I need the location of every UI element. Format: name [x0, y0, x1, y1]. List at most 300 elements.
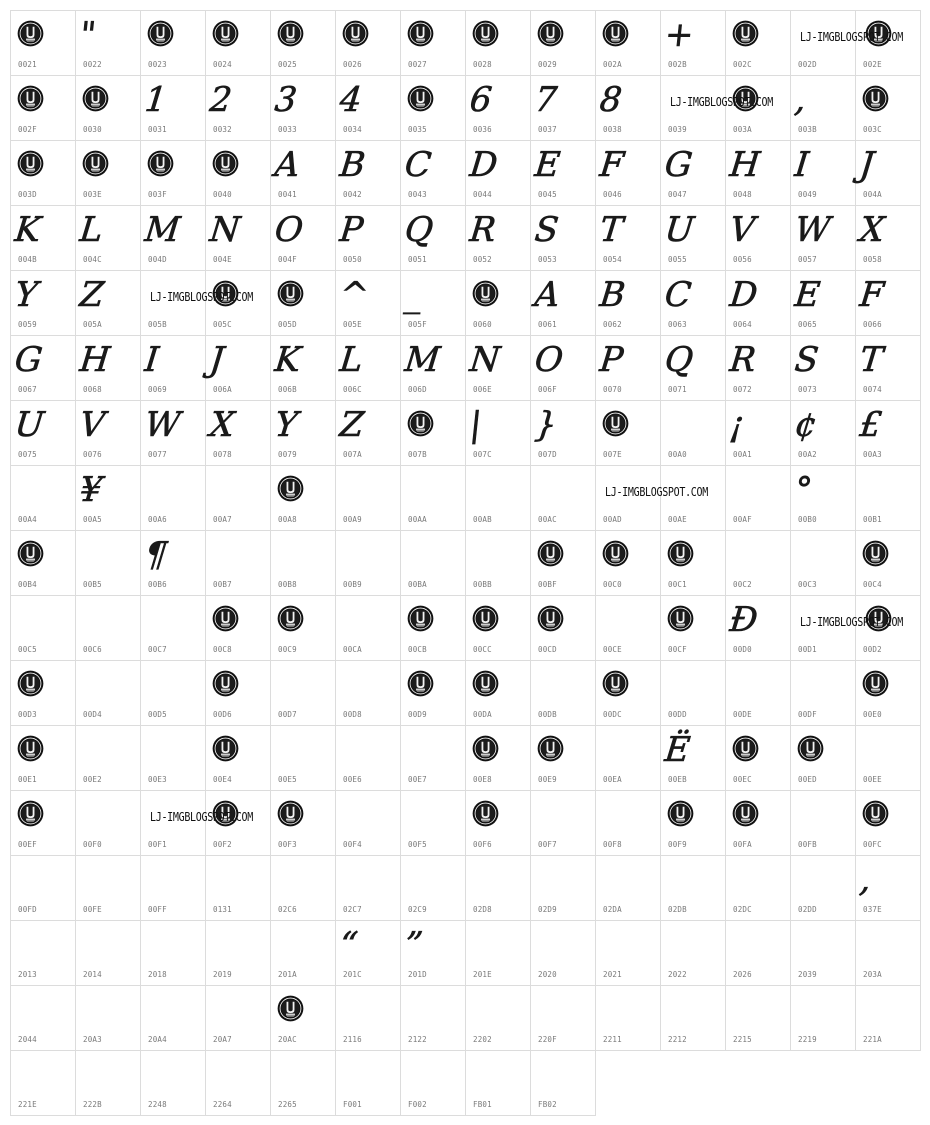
glyph-cell	[400, 985, 466, 1051]
glyph-cell	[10, 140, 76, 206]
glyph-code-label: 007D	[538, 450, 557, 459]
glyph-cell	[205, 400, 271, 466]
glyph-cell	[660, 725, 726, 791]
glyph-code-label: 002D	[798, 60, 817, 69]
glyph-preview: Z	[337, 405, 366, 445]
glyph-cell	[10, 270, 76, 336]
glyph-code-label: 00A5	[83, 515, 102, 524]
glyph-preview: ¶	[142, 535, 169, 575]
glyph-cell	[400, 400, 466, 466]
glyph-cell	[530, 335, 596, 401]
glyph-cell	[75, 660, 141, 726]
glyph-cell	[725, 920, 791, 986]
glyph-code-label: 2264	[213, 1100, 232, 1109]
glyph-cell	[75, 790, 141, 856]
glyph-preview: A	[272, 145, 302, 185]
glyph-preview: C	[402, 145, 434, 185]
glyph-cell	[400, 270, 466, 336]
glyph-cell	[790, 205, 856, 271]
glyph-code-label: 00EB	[668, 775, 687, 784]
glyph-code-label: 006C	[343, 385, 362, 394]
glyph-code-label: 00BB	[473, 580, 492, 589]
glyph-cell	[465, 335, 531, 401]
glyph-code-label: 0041	[278, 190, 297, 199]
glyph-grid	[10, 10, 920, 1115]
glyph-code-label: 00CB	[408, 645, 427, 654]
glyph-cell	[140, 725, 206, 791]
glyph-cell	[10, 75, 76, 141]
glyph-cell	[790, 465, 856, 531]
glyph-code-label: 003B	[798, 125, 817, 134]
lj-logo-icon	[602, 540, 629, 567]
glyph-cell	[140, 10, 206, 76]
glyph-preview: ^	[337, 275, 371, 315]
glyph-code-label: 02C7	[343, 905, 362, 914]
glyph-cell	[270, 465, 336, 531]
glyph-cell	[400, 530, 466, 596]
glyph-cell	[205, 140, 271, 206]
glyph-cell	[270, 595, 336, 661]
glyph-cell	[270, 400, 336, 466]
glyph-cell	[270, 335, 336, 401]
glyph-code-label: 006B	[278, 385, 297, 394]
glyph-preview: M	[402, 340, 442, 380]
glyph-code-label: 00FC	[863, 840, 882, 849]
glyph-cell	[10, 985, 76, 1051]
glyph-code-label: 2122	[408, 1035, 427, 1044]
lj-logo-icon	[472, 605, 499, 632]
glyph-code-label: 00CF	[668, 645, 687, 654]
glyph-code-label: 0035	[408, 125, 427, 134]
glyph-cell	[465, 465, 531, 531]
glyph-code-label: 2215	[733, 1035, 752, 1044]
glyph-cell	[530, 10, 596, 76]
glyph-code-label: 0039	[668, 125, 687, 134]
glyph-preview: V	[727, 210, 757, 250]
glyph-cell	[725, 335, 791, 401]
glyph-preview: K	[12, 210, 43, 250]
glyph-cell	[660, 985, 726, 1051]
glyph-cell	[465, 595, 531, 661]
glyph-cell	[790, 725, 856, 791]
lj-logo-icon	[602, 20, 629, 47]
glyph-cell	[140, 1050, 206, 1116]
glyph-cell	[205, 335, 271, 401]
glyph-cell	[465, 725, 531, 791]
glyph-preview: Z	[77, 275, 106, 315]
glyph-code-label: 00F4	[343, 840, 362, 849]
lj-logo-icon	[472, 735, 499, 762]
glyph-code-label: 002A	[603, 60, 622, 69]
glyph-code-label: 00A4	[18, 515, 37, 524]
glyph-code-label: 02DD	[798, 905, 817, 914]
glyph-code-label: 2039	[798, 970, 817, 979]
glyph-code-label: 02DC	[733, 905, 752, 914]
glyph-cell	[790, 140, 856, 206]
glyph-code-label: 0042	[343, 190, 362, 199]
glyph-cell	[400, 595, 466, 661]
glyph-cell	[790, 530, 856, 596]
glyph-code-label: FB02	[538, 1100, 557, 1109]
lj-logo-icon	[17, 670, 44, 697]
glyph-preview: Đ	[727, 600, 760, 640]
glyph-code-label: 02DB	[668, 905, 687, 914]
glyph-preview: X	[207, 405, 237, 445]
glyph-preview: ¥	[77, 470, 104, 510]
glyph-cell	[725, 595, 791, 661]
glyph-cell	[10, 725, 76, 791]
glyph-cell	[855, 920, 921, 986]
glyph-cell	[270, 985, 336, 1051]
glyph-cell	[790, 790, 856, 856]
glyph-code-label: 007B	[408, 450, 427, 459]
lj-logo-icon	[17, 20, 44, 47]
glyph-code-label: 00E4	[213, 775, 232, 784]
glyph-code-label: 00EA	[603, 775, 622, 784]
glyph-cell	[855, 660, 921, 726]
glyph-code-label: 02D8	[473, 905, 492, 914]
glyph-code-label: 0075	[18, 450, 37, 459]
glyph-code-label: 02C9	[408, 905, 427, 914]
glyph-cell	[465, 270, 531, 336]
glyph-cell	[270, 1050, 336, 1116]
glyph-code-label: 0078	[213, 450, 232, 459]
glyph-cell	[270, 790, 336, 856]
glyph-code-label: 005C	[213, 320, 232, 329]
glyph-code-label: 0074	[863, 385, 882, 394]
glyph-code-label: 2248	[148, 1100, 167, 1109]
glyph-preview: P	[337, 210, 365, 250]
glyph-preview: K	[272, 340, 303, 380]
glyph-preview: R	[727, 340, 758, 380]
glyph-code-label: 0031	[148, 125, 167, 134]
glyph-code-label: 00BA	[408, 580, 427, 589]
glyph-code-label: 00E8	[473, 775, 492, 784]
glyph-code-label: 00DB	[538, 710, 557, 719]
glyph-code-label: 2116	[343, 1035, 362, 1044]
glyph-cell	[400, 660, 466, 726]
glyph-cell	[660, 855, 726, 921]
glyph-code-label: 222B	[83, 1100, 102, 1109]
glyph-cell	[335, 140, 401, 206]
glyph-preview: T	[857, 340, 885, 380]
glyph-code-label: 007C	[473, 450, 492, 459]
glyph-preview: ,	[857, 860, 873, 900]
glyph-cell	[270, 660, 336, 726]
glyph-code-label: 004C	[83, 255, 102, 264]
glyph-code-label: 2018	[148, 970, 167, 979]
glyph-code-label: 00C8	[213, 645, 232, 654]
glyph-code-label: 00B7	[213, 580, 232, 589]
glyph-preview: D	[727, 275, 760, 315]
glyph-cell	[660, 660, 726, 726]
glyph-cell	[400, 790, 466, 856]
glyph-code-label: 20A4	[148, 1035, 167, 1044]
glyph-cell	[10, 205, 76, 271]
glyph-cell	[725, 270, 791, 336]
lj-logo-icon	[17, 85, 44, 112]
glyph-code-label: 00E9	[538, 775, 557, 784]
glyph-cell	[10, 465, 76, 531]
glyph-code-label: 0061	[538, 320, 557, 329]
glyph-preview: B	[337, 145, 368, 185]
glyph-cell	[10, 920, 76, 986]
glyph-code-label: 002B	[668, 60, 687, 69]
lj-logo-icon	[472, 280, 499, 307]
glyph-cell	[530, 530, 596, 596]
glyph-preview: ¡	[727, 405, 746, 445]
lj-logo-icon	[602, 410, 629, 437]
glyph-code-label: 00FA	[733, 840, 752, 849]
glyph-code-label: 003D	[18, 190, 37, 199]
glyph-preview: W	[792, 210, 833, 250]
glyph-cell	[205, 985, 271, 1051]
glyph-code-label: 00E7	[408, 775, 427, 784]
glyph-code-label: 00C5	[18, 645, 37, 654]
glyph-cell	[725, 10, 791, 76]
glyph-code-label: 003A	[733, 125, 752, 134]
glyph-code-label: 2219	[798, 1035, 817, 1044]
glyph-cell	[530, 75, 596, 141]
glyph-code-label: 00B9	[343, 580, 362, 589]
glyph-cell	[10, 530, 76, 596]
glyph-code-label: 2211	[603, 1035, 622, 1044]
glyph-cell	[10, 400, 76, 466]
glyph-code-label: 0055	[668, 255, 687, 264]
glyph-code-label: 00B0	[798, 515, 817, 524]
glyph-code-label: 00B1	[863, 515, 882, 524]
glyph-cell	[660, 920, 726, 986]
glyph-preview: J	[857, 145, 876, 185]
glyph-code-label: 00FB	[798, 840, 817, 849]
glyph-code-label: 00A9	[343, 515, 362, 524]
glyph-code-label: 0066	[863, 320, 882, 329]
glyph-cell	[465, 10, 531, 76]
lj-logo-icon	[667, 800, 694, 827]
glyph-code-label: 201C	[343, 970, 362, 979]
glyph-code-label: 00A3	[863, 450, 882, 459]
glyph-cell	[205, 1050, 271, 1116]
glyph-cell	[855, 790, 921, 856]
glyph-cell	[205, 530, 271, 596]
glyph-cell	[855, 270, 921, 336]
glyph-cell	[75, 140, 141, 206]
glyph-cell	[140, 920, 206, 986]
glyph-code-label: 003F	[148, 190, 167, 199]
glyph-cell	[725, 400, 791, 466]
lj-logo-icon	[277, 995, 304, 1022]
glyph-cell	[335, 270, 401, 336]
lj-logo-icon	[212, 605, 239, 632]
glyph-cell	[205, 205, 271, 271]
lj-logo-icon	[732, 20, 759, 47]
glyph-preview: V	[77, 405, 107, 445]
glyph-cell	[595, 335, 661, 401]
lj-logo-icon	[17, 540, 44, 567]
glyph-code-label: 0053	[538, 255, 557, 264]
glyph-preview: N	[207, 210, 242, 250]
glyph-preview: U	[662, 210, 696, 250]
glyph-cell	[205, 595, 271, 661]
glyph-code-label: 2265	[278, 1100, 297, 1109]
glyph-code-label: 00BF	[538, 580, 557, 589]
glyph-preview: U	[12, 405, 46, 445]
glyph-code-label: 00F9	[668, 840, 687, 849]
glyph-preview: 6	[467, 80, 494, 120]
glyph-code-label: 0064	[733, 320, 752, 329]
lj-logo-icon	[342, 20, 369, 47]
glyph-code-label: 00CD	[538, 645, 557, 654]
glyph-cell	[75, 855, 141, 921]
glyph-preview: G	[662, 145, 695, 185]
glyph-cell	[465, 140, 531, 206]
glyph-code-label: 0038	[603, 125, 622, 134]
glyph-preview: Ë	[662, 730, 692, 770]
lj-logo-icon	[277, 280, 304, 307]
glyph-cell	[335, 855, 401, 921]
glyph-cell	[855, 530, 921, 596]
glyph-cell	[140, 985, 206, 1051]
glyph-preview: |	[467, 405, 484, 445]
glyph-preview: C	[662, 275, 694, 315]
glyph-preview: 4	[337, 80, 364, 120]
glyph-cell	[400, 920, 466, 986]
glyph-code-label: 00CC	[473, 645, 492, 654]
glyph-code-label: 0030	[83, 125, 102, 134]
glyph-code-label: 201E	[473, 970, 492, 979]
glyph-code-label: 00FD	[18, 905, 37, 914]
glyph-code-label: 0027	[408, 60, 427, 69]
glyph-code-label: 203A	[863, 970, 882, 979]
glyph-cell	[725, 465, 791, 531]
glyph-code-label: 0069	[148, 385, 167, 394]
glyph-code-label: 006F	[538, 385, 557, 394]
glyph-code-label: 005E	[343, 320, 362, 329]
glyph-preview: “	[337, 925, 360, 965]
lj-logo-icon	[862, 800, 889, 827]
glyph-code-label: 0068	[83, 385, 102, 394]
glyph-cell	[790, 335, 856, 401]
lj-logo-icon	[407, 85, 434, 112]
lj-logo-icon	[147, 20, 174, 47]
glyph-cell	[595, 920, 661, 986]
glyph-cell	[335, 985, 401, 1051]
glyph-code-label: 00F6	[473, 840, 492, 849]
lj-logo-icon	[277, 20, 304, 47]
glyph-code-label: 2212	[668, 1035, 687, 1044]
lj-logo-icon	[862, 85, 889, 112]
glyph-code-label: 0067	[18, 385, 37, 394]
glyph-code-label: 00F3	[278, 840, 297, 849]
glyph-preview: Y	[272, 405, 300, 445]
glyph-code-label: 0028	[473, 60, 492, 69]
lj-logo-icon	[212, 670, 239, 697]
glyph-preview: D	[467, 145, 500, 185]
glyph-cell	[270, 725, 336, 791]
glyph-code-label: 00DC	[603, 710, 622, 719]
glyph-code-label: 00C1	[668, 580, 687, 589]
glyph-preview: +	[662, 15, 696, 55]
glyph-cell	[205, 10, 271, 76]
lj-logo-icon	[537, 605, 564, 632]
glyph-cell	[530, 140, 596, 206]
glyph-cell	[75, 335, 141, 401]
glyph-cell	[595, 140, 661, 206]
glyph-preview: ”	[402, 925, 425, 965]
lj-logo-icon	[277, 605, 304, 632]
glyph-code-label: 037E	[863, 905, 882, 914]
glyph-code-label: 00D6	[213, 710, 232, 719]
glyph-code-label: 0040	[213, 190, 232, 199]
glyph-code-label: 2020	[538, 970, 557, 979]
glyph-code-label: 20AC	[278, 1035, 297, 1044]
glyph-cell	[725, 660, 791, 726]
glyph-code-label: 00A6	[148, 515, 167, 524]
glyph-code-label: 00C0	[603, 580, 622, 589]
glyph-code-label: 006E	[473, 385, 492, 394]
glyph-cell	[75, 10, 141, 76]
glyph-cell	[465, 530, 531, 596]
glyph-code-label: 00DA	[473, 710, 492, 719]
glyph-code-label: 0022	[83, 60, 102, 69]
glyph-cell	[400, 335, 466, 401]
glyph-code-label: 00D8	[343, 710, 362, 719]
lj-logo-icon	[472, 670, 499, 697]
glyph-cell	[855, 400, 921, 466]
glyph-cell	[270, 140, 336, 206]
glyph-preview: F	[857, 275, 886, 315]
glyph-cell	[75, 725, 141, 791]
glyph-cell	[725, 140, 791, 206]
lj-logo-icon	[17, 150, 44, 177]
glyph-cell	[790, 985, 856, 1051]
glyph-code-label: 00FE	[83, 905, 102, 914]
glyph-code-label: 005B	[148, 320, 167, 329]
glyph-code-label: 0073	[798, 385, 817, 394]
glyph-cell	[400, 465, 466, 531]
glyph-cell	[790, 75, 856, 141]
glyph-preview: H	[77, 340, 112, 380]
glyph-cell	[530, 270, 596, 336]
glyph-code-label: 0037	[538, 125, 557, 134]
lj-logo-icon	[277, 475, 304, 502]
glyph-code-label: 0023	[148, 60, 167, 69]
glyph-cell	[725, 985, 791, 1051]
glyph-cell	[335, 75, 401, 141]
glyph-cell	[595, 855, 661, 921]
glyph-code-label: 00C2	[733, 580, 752, 589]
glyph-cell	[660, 790, 726, 856]
glyph-code-label: 00F1	[148, 840, 167, 849]
glyph-cell	[855, 985, 921, 1051]
glyph-code-label: 0059	[18, 320, 37, 329]
glyph-cell	[75, 530, 141, 596]
glyph-code-label: 00D7	[278, 710, 297, 719]
glyph-code-label: 00C6	[83, 645, 102, 654]
glyph-cell	[725, 725, 791, 791]
glyph-cell	[205, 75, 271, 141]
glyph-cell	[205, 660, 271, 726]
lj-logo-icon	[667, 605, 694, 632]
glyph-code-label: 0131	[213, 905, 232, 914]
glyph-code-label: 00D0	[733, 645, 752, 654]
glyph-code-label: 0043	[408, 190, 427, 199]
glyph-code-label: 00EC	[733, 775, 752, 784]
glyph-code-label: 00EE	[863, 775, 882, 784]
glyph-preview: J	[207, 340, 226, 380]
glyph-preview: T	[597, 210, 625, 250]
glyph-cell	[465, 400, 531, 466]
